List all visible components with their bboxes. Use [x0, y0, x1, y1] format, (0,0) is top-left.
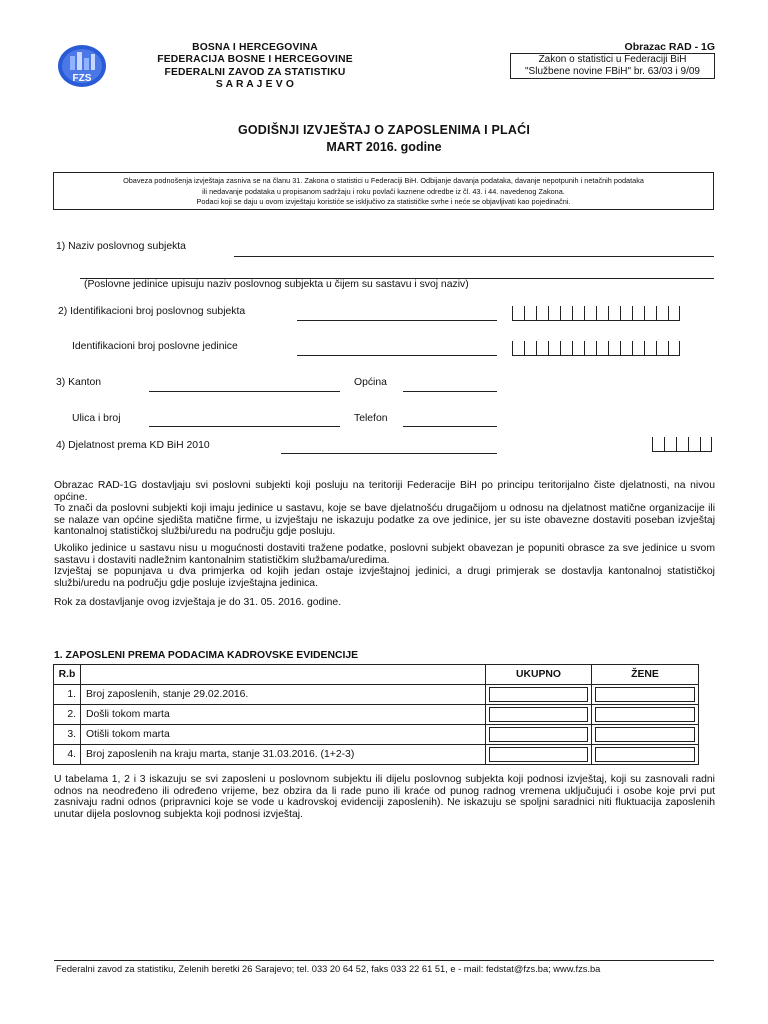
- instructions-p3: Ukoliko jedinice u sastavu nisu u mogućnosti dostaviti tražene podatke, poslovni subjekt obavezan je popuniti obrasce za sve jedinice u svom sastavu i dostaviti nadležnim kantonalnim statističkim službama/uredima.: [54, 543, 715, 566]
- header-rb: R.b: [54, 665, 81, 685]
- kanton-label: 3) Kanton: [56, 377, 102, 388]
- form-code: Obrazac RAD - 1G: [624, 41, 715, 53]
- logo-text: FZS: [72, 73, 92, 84]
- ukupno-cell[interactable]: [486, 685, 592, 705]
- kanton-input-line[interactable]: [149, 391, 340, 392]
- notice-line-2: ili nedavanje podataka u propisanom sadržaju i roku povlači kaznene odredbe iz čl. 43. i 44. navedenog Zakona.: [202, 186, 565, 196]
- row-number: 1.: [54, 685, 81, 705]
- naziv-label: 1) Naziv poslovnog subjekta: [56, 241, 186, 252]
- ulica-label: Ulica i broj: [72, 413, 121, 424]
- zene-cell[interactable]: [592, 745, 699, 765]
- row-label: Broj zaposlenih, stanje 29.02.2016.: [81, 685, 486, 705]
- ukupno-cell[interactable]: [486, 725, 592, 745]
- section-1-title: 1. ZAPOSLENI PREMA PODACIMA KADROVSKE EVIDENCIJE: [54, 650, 359, 661]
- id-subjekta-input-line[interactable]: [297, 320, 497, 321]
- legal-notice-box: [53, 172, 714, 210]
- law-line-1: Zakon o statistici u Federaciji BiH: [538, 54, 687, 65]
- org-line-city: S A R A J E V O: [215, 78, 295, 90]
- zene-cell[interactable]: [592, 685, 699, 705]
- table-row: [54, 725, 699, 745]
- law-reference-box: [510, 53, 715, 79]
- organization-header: [120, 42, 390, 91]
- opcina-input-line[interactable]: [403, 391, 497, 392]
- instructions-p2: To znači da poslovni subjekti koji imaju jedinice u sastavu, koje se bave djelatnošću drugačijom u odnosu na djelatnost matične organizacije ili se nalaze van općine sjedišta matične firme, u izvještaju ne iskazuju podatke za ove jedinice, jer su iste obavezne dostaviti poseban izvještaj kantonalnoj statističkoj službi/uredu na području gdje posluju.: [54, 503, 715, 538]
- id-jedinice-input-line[interactable]: [297, 355, 497, 356]
- telefon-label: Telefon: [354, 413, 388, 424]
- id-subjekta-cells[interactable]: [512, 306, 680, 321]
- row-label: Došli tokom marta: [81, 705, 486, 725]
- id-subjekta-label: 2) Identifikacioni broj poslovnog subjekta: [58, 306, 246, 317]
- notice-line-3: Podaci koji se daju u ovom izvještaju koristiće se isključivo za statističke svrhe i neće se objavljivati kao pojedinačni.: [196, 197, 571, 206]
- table-row: [54, 685, 699, 705]
- table-row: [54, 705, 699, 725]
- ulica-input-line[interactable]: [149, 426, 340, 427]
- ukupno-cell[interactable]: [486, 745, 592, 765]
- report-title: GODIŠNJI IZVJEŠTAJ O ZAPOSLENIMA I PLAĆI: [237, 123, 531, 137]
- fzs-logo: [57, 44, 107, 88]
- org-line-institute: FEDERALNI ZAVOD ZA STATISTIKU: [164, 66, 346, 78]
- footer-contact: Federalni zavod za statistiku, Zelenih beretki 26 Sarajevo; tel. 033 20 64 52, faks 033 22 61 51, e - mail: fedstat@fzs.ba; www.fzs.ba: [56, 964, 601, 974]
- telefon-input-line[interactable]: [403, 426, 497, 427]
- employees-table: [53, 664, 699, 765]
- zene-cell[interactable]: [592, 705, 699, 725]
- id-jedinice-cells[interactable]: [512, 341, 680, 356]
- djelatnost-input-line[interactable]: [281, 453, 497, 454]
- section-1-note: U tabelama 1, 2 i 3 iskazuju se svi zaposleni u poslovnom subjektu ili dijelu poslovnog subjekta koji podnosi izvještaj, koji su zasnovali radni odnos na neodređeno ili određeno vrijeme, bez obzira da li rade puno ili kraće od punog radnog vremena uključujući i osobe koje prvi put zasnivaju radni odnos (pripravnici koje se vode u kadrovskoj evidenciji zaposlenih). Ne iskazuju se spoljni saradnici niti fluktuacija zaposlenih unutar dijela poslovnog subjekta koji podnosi izvještaj.: [54, 774, 715, 820]
- org-line-federation: FEDERACIJA BOSNE I HERCEGOVINE: [157, 54, 353, 66]
- opcina-label: Općina: [354, 377, 387, 388]
- naziv-input-line[interactable]: [234, 256, 714, 257]
- org-line-country: BOSNA I HERCEGOVINA: [192, 42, 318, 53]
- table-row: [54, 745, 699, 765]
- instructions-p1: Obrazac RAD-1G dostavljaju svi poslovni subjekti koji posluju na teritoriji Federacije BiH po principu teritorijalno čiste djelatnosti, na nivou općine.: [54, 480, 715, 503]
- table-header-row: [54, 665, 699, 685]
- zene-cell[interactable]: [592, 725, 699, 745]
- report-subtitle: MART 2016. godine: [326, 140, 442, 154]
- header-description: [81, 665, 486, 685]
- ukupno-cell[interactable]: [486, 705, 592, 725]
- law-line-2: "Službene novine FBiH" br. 63/03 i 9/09: [525, 66, 700, 77]
- footer-divider: [54, 960, 714, 961]
- row-number: 4.: [54, 745, 81, 765]
- row-number: 2.: [54, 705, 81, 725]
- djelatnost-cells[interactable]: [652, 437, 712, 452]
- header-ukupno: UKUPNO: [486, 665, 592, 685]
- djelatnost-label: 4) Djelatnost prema KD BiH 2010: [56, 440, 210, 451]
- row-label: Otišli tokom marta: [81, 725, 486, 745]
- header-zene: ŽENE: [592, 665, 699, 685]
- notice-line-1: Obaveza podnošenja izvještaja zasniva se na članu 31. Zakona o statistici u Federaciji BiH. Odbijanje davanja podataka, davanje nepotpunih i netačnih podataka: [123, 176, 644, 185]
- id-jedinice-label: Identifikacioni broj poslovne jedinice: [72, 341, 238, 352]
- instructions-p5: Rok za dostavljanje ovog izvještaja je do 31. 05. 2016. godine.: [54, 597, 342, 608]
- instructions-p4: Izvještaj se popunjava u dva primjerka od kojih jedan ostaje izvještajnoj jedinici, a drugi primjerak se dostavlja kantonalnoj statističkoj službi/uredu na području gdje posluje izvještajna jedinica.: [54, 566, 715, 589]
- naziv-note: (Poslovne jedinice upisuju naziv poslovnog subjekta u čijem su sastavu i svoj naziv): [84, 279, 469, 290]
- row-number: 3.: [54, 725, 81, 745]
- row-label: Broj zaposlenih na kraju marta, stanje 31.03.2016. (1+2-3): [81, 745, 486, 765]
